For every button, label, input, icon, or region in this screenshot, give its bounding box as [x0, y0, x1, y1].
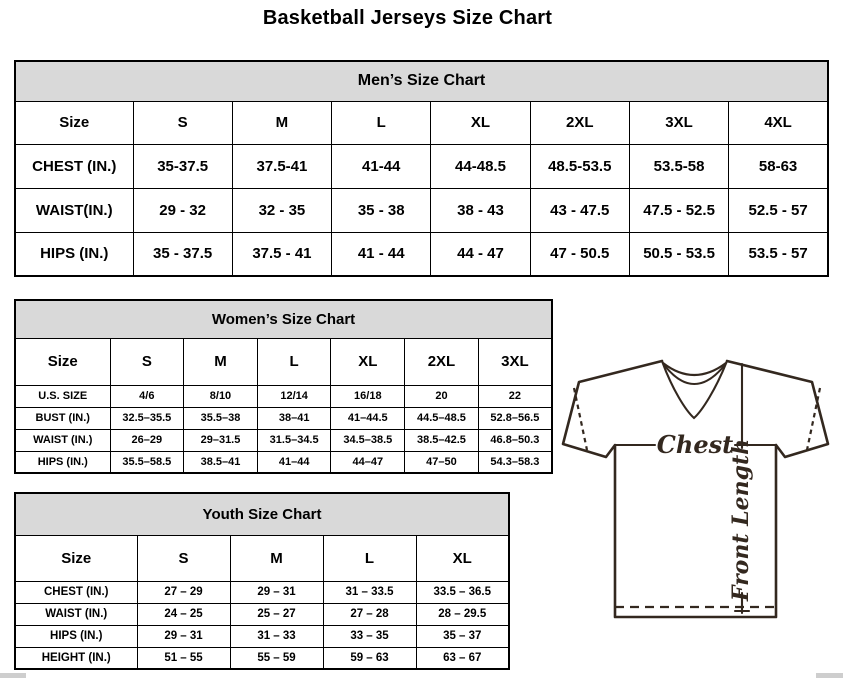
size-value-cell: 35.5–38 — [184, 407, 258, 429]
table-row — [15, 407, 552, 429]
size-column-header: L — [257, 338, 331, 385]
size-value-cell: 32.5–35.5 — [110, 407, 184, 429]
size-value-cell: 38.5–41 — [184, 451, 258, 473]
horizontal-scrollbar-fragment-right[interactable] — [816, 673, 843, 678]
size-column-header: S — [137, 535, 230, 581]
size-value-cell: 29–31.5 — [184, 429, 258, 451]
size-value-cell: 12/14 — [257, 385, 331, 407]
table-row — [15, 625, 509, 647]
size-value-cell: 46.8–50.3 — [478, 429, 552, 451]
size-value-cell: 25 – 27 — [230, 603, 323, 625]
table-row — [15, 188, 828, 232]
size-column-header: M — [232, 101, 331, 144]
size-header-cell: Size — [15, 535, 137, 581]
size-value-cell: 32 - 35 — [232, 188, 331, 232]
row-label: WAIST(IN.) — [15, 188, 133, 232]
size-value-cell: 58-63 — [729, 144, 828, 188]
size-value-cell: 52.5 - 57 — [729, 188, 828, 232]
size-value-cell: 22 — [478, 385, 552, 407]
size-value-cell: 34.5–38.5 — [331, 429, 405, 451]
size-value-cell: 35 - 38 — [332, 188, 431, 232]
size-value-cell: 38.5–42.5 — [405, 429, 479, 451]
mens-size-table — [14, 60, 829, 277]
table-row — [15, 385, 552, 407]
jersey-outline-icon — [563, 361, 828, 617]
size-value-cell: 35 – 37 — [416, 625, 509, 647]
size-value-cell: 35 - 37.5 — [133, 232, 232, 276]
size-value-cell: 44–47 — [331, 451, 405, 473]
size-column-header: L — [323, 535, 416, 581]
size-value-cell: 37.5-41 — [232, 144, 331, 188]
row-label: WAIST (IN.) — [15, 603, 137, 625]
size-value-cell: 52.8–56.5 — [478, 407, 552, 429]
size-value-cell: 43 - 47.5 — [530, 188, 629, 232]
size-column-header: S — [110, 338, 184, 385]
row-label: BUST (IN.) — [15, 407, 110, 429]
section-title: Men’s Size Chart — [15, 61, 828, 101]
size-column-header: 3XL — [478, 338, 552, 385]
size-value-cell: 37.5 - 41 — [232, 232, 331, 276]
size-value-cell: 33.5 – 36.5 — [416, 581, 509, 603]
size-value-cell: 20 — [405, 385, 479, 407]
size-value-cell: 31 – 33 — [230, 625, 323, 647]
size-value-cell: 38–41 — [257, 407, 331, 429]
size-value-cell: 33 – 35 — [323, 625, 416, 647]
size-value-cell: 4/6 — [110, 385, 184, 407]
size-value-cell: 26–29 — [110, 429, 184, 451]
size-value-cell: 50.5 - 53.5 — [629, 232, 728, 276]
size-column-header: 2XL — [530, 101, 629, 144]
chest-label: Chest — [656, 430, 734, 459]
front-length-label: Front Length — [728, 438, 754, 602]
size-value-cell: 41–44.5 — [331, 407, 405, 429]
size-value-cell: 29 - 32 — [133, 188, 232, 232]
size-value-cell: 28 – 29.5 — [416, 603, 509, 625]
row-label: HEIGHT (IN.) — [15, 647, 137, 669]
size-value-cell: 29 – 31 — [137, 625, 230, 647]
size-value-cell: 63 – 67 — [416, 647, 509, 669]
size-value-cell: 54.3–58.3 — [478, 451, 552, 473]
row-label: CHEST (IN.) — [15, 144, 133, 188]
size-value-cell: 38 - 43 — [431, 188, 530, 232]
size-value-cell: 35.5–58.5 — [110, 451, 184, 473]
size-value-cell: 55 – 59 — [230, 647, 323, 669]
size-column-header: 3XL — [629, 101, 728, 144]
size-value-cell: 35-37.5 — [133, 144, 232, 188]
size-value-cell: 27 – 28 — [323, 603, 416, 625]
size-value-cell: 27 – 29 — [137, 581, 230, 603]
section-title: Youth Size Chart — [15, 493, 509, 535]
size-value-cell: 47.5 - 52.5 — [629, 188, 728, 232]
size-value-cell: 47 - 50.5 — [530, 232, 629, 276]
size-value-cell: 53.5-58 — [629, 144, 728, 188]
table-row — [15, 144, 828, 188]
row-label: U.S. SIZE — [15, 385, 110, 407]
row-label: HIPS (IN.) — [15, 232, 133, 276]
size-value-cell: 51 – 55 — [137, 647, 230, 669]
left-cuff-dashed-line — [574, 388, 587, 450]
table-row — [15, 647, 509, 669]
size-value-cell: 44-48.5 — [431, 144, 530, 188]
size-header-cell: Size — [15, 338, 110, 385]
size-value-cell: 16/18 — [331, 385, 405, 407]
size-column-header: XL — [431, 101, 530, 144]
size-header-cell: Size — [15, 101, 133, 144]
size-value-cell: 41–44 — [257, 451, 331, 473]
page-title: Basketball Jerseys Size Chart — [262, 7, 553, 29]
jersey-measurement-diagram — [559, 355, 836, 628]
size-value-cell: 24 – 25 — [137, 603, 230, 625]
right-cuff-dashed-line — [807, 388, 820, 450]
size-column-header: XL — [416, 535, 509, 581]
size-value-cell: 44 - 47 — [431, 232, 530, 276]
size-value-cell: 31 – 33.5 — [323, 581, 416, 603]
size-column-header: XL — [331, 338, 405, 385]
size-column-header: M — [230, 535, 323, 581]
size-value-cell: 47–50 — [405, 451, 479, 473]
size-column-header: S — [133, 101, 232, 144]
size-column-header: L — [332, 101, 431, 144]
table-row — [15, 451, 552, 473]
size-column-header: M — [184, 338, 258, 385]
size-value-cell: 44.5–48.5 — [405, 407, 479, 429]
size-column-header: 4XL — [729, 101, 828, 144]
row-label: HIPS (IN.) — [15, 625, 137, 647]
row-label: WAIST (IN.) — [15, 429, 110, 451]
table-row — [15, 603, 509, 625]
section-title: Women’s Size Chart — [15, 300, 552, 338]
row-label: CHEST (IN.) — [15, 581, 137, 603]
youth-size-table — [14, 492, 510, 670]
size-column-header: 2XL — [405, 338, 479, 385]
table-row — [15, 429, 552, 451]
row-label: HIPS (IN.) — [15, 451, 110, 473]
horizontal-scrollbar-fragment-left[interactable] — [0, 673, 26, 678]
size-value-cell: 48.5-53.5 — [530, 144, 629, 188]
size-value-cell: 41-44 — [332, 144, 431, 188]
size-value-cell: 53.5 - 57 — [729, 232, 828, 276]
table-row — [15, 581, 509, 603]
size-value-cell: 41 - 44 — [332, 232, 431, 276]
size-value-cell: 31.5–34.5 — [257, 429, 331, 451]
womens-size-table — [14, 299, 553, 474]
table-row — [15, 232, 828, 276]
size-value-cell: 29 – 31 — [230, 581, 323, 603]
size-value-cell: 8/10 — [184, 385, 258, 407]
size-value-cell: 59 – 63 — [323, 647, 416, 669]
